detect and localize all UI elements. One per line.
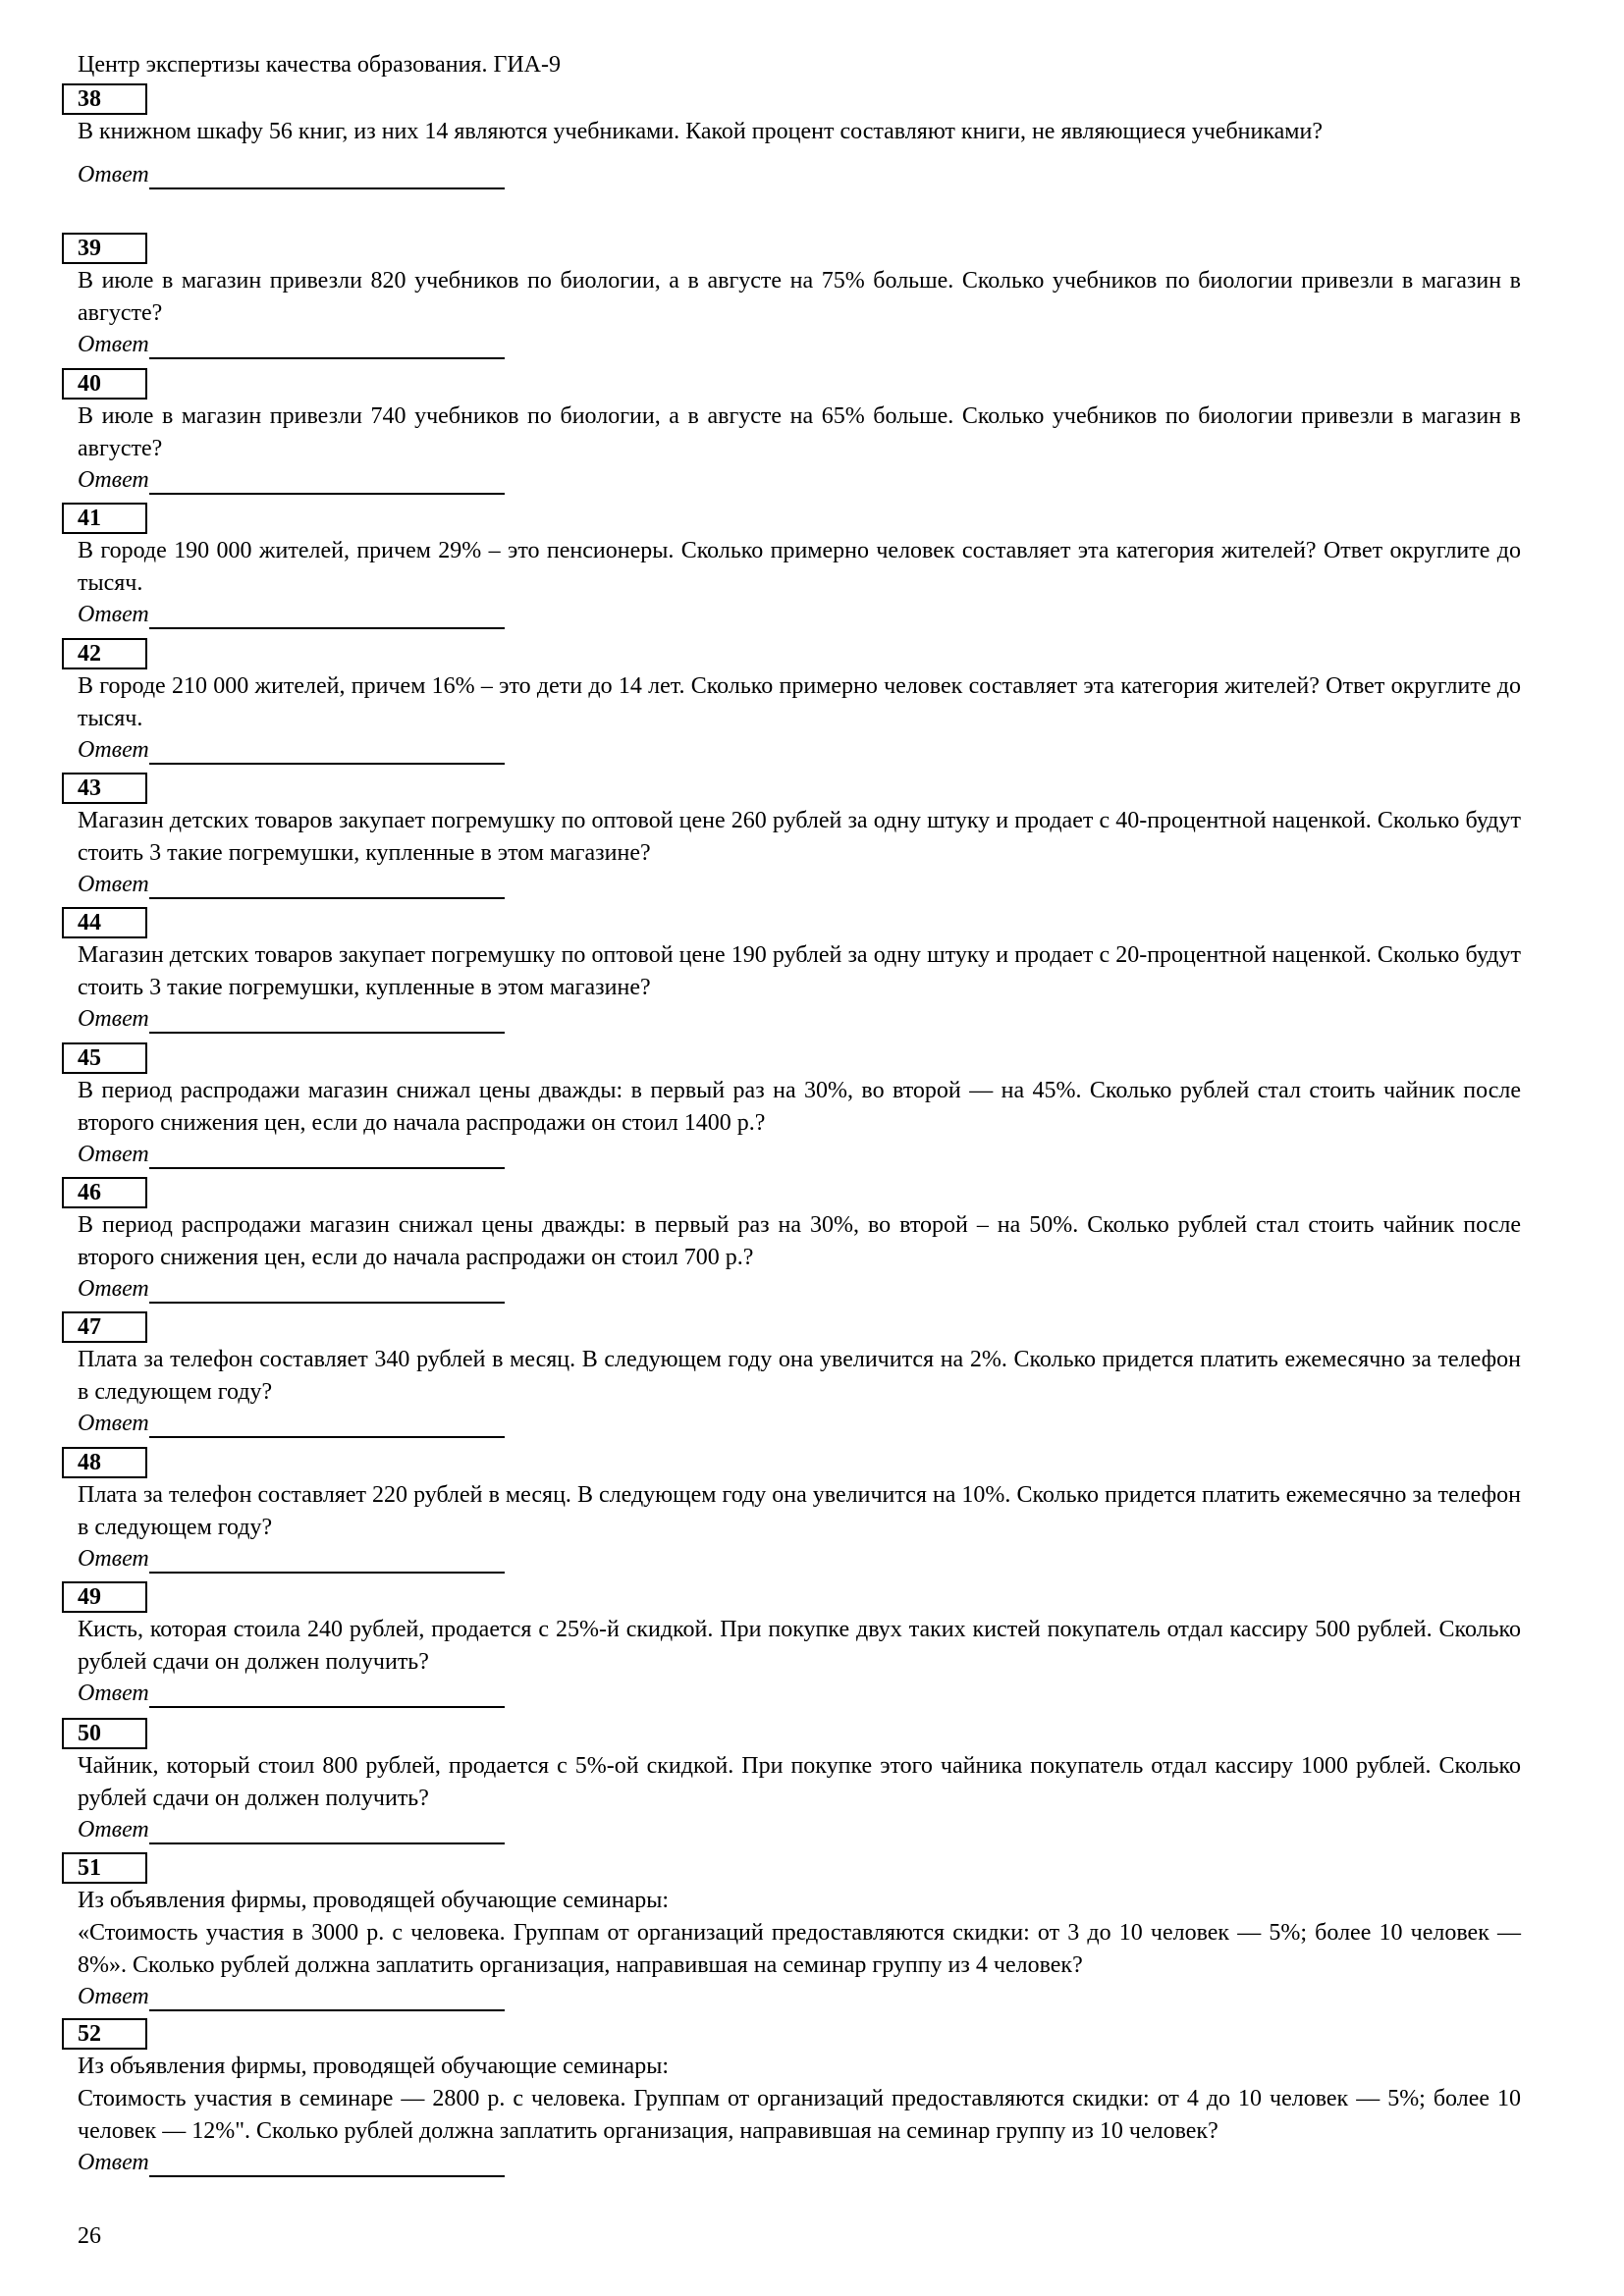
answer-label: Ответ — [78, 1276, 149, 1302]
answer-line[interactable] — [149, 2152, 505, 2177]
answer-label: Ответ — [78, 1984, 149, 2009]
answer-line[interactable] — [149, 164, 505, 189]
task-38 — [62, 83, 1521, 189]
answer-line[interactable] — [149, 1986, 505, 2011]
task-paragraph: Из объявления фирмы, проводящей обучающие семинары: — [78, 2054, 669, 2079]
task-text — [78, 535, 1521, 600]
task-paragraph: Магазин детских товаров закупает погремушку по оптовой цене 190 рублей за одну штуку и продает с 20-процентной наценкой. Сколько будут стоить 3 такие погремушки, купленные в этом магазине? — [78, 942, 1521, 1000]
task-paragraph: Стоимость участия в семинаре — 2800 р. с человека. Группам от организаций предоставляются скидки: от 4 до 10 человек — 5%; более 10 человек — 12%". Сколько рублей должна заплатить организация, направившая на семинар группу из 10 человек? — [78, 2086, 1521, 2144]
answer-line[interactable] — [149, 334, 505, 359]
task-paragraph: В период распродажи магазин снижал цены дважды: в первый раз на 30%, во второй – на 50%. Сколько рублей стал стоить чайник после второго снижения цен, если до начала распродажи он стоил 700 р.? — [78, 1212, 1521, 1270]
task-43 — [62, 773, 1521, 899]
answer-field[interactable] — [78, 1409, 1521, 1438]
task-number: 47 — [62, 1311, 147, 1343]
task-paragraph: В книжном шкафу 56 книг, из них 14 являются учебниками. Какой процент составляют книги, не являющиеся учебниками? — [78, 119, 1323, 144]
task-number: 44 — [62, 907, 147, 938]
answer-line[interactable] — [149, 1819, 505, 1844]
task-text — [78, 400, 1521, 465]
task-number: 39 — [62, 233, 147, 264]
answer-line[interactable] — [149, 1278, 505, 1304]
task-text — [78, 670, 1521, 735]
answer-label: Ответ — [78, 467, 149, 493]
task-text — [78, 805, 1521, 870]
task-paragraph: Магазин детских товаров закупает погремушку по оптовой цене 260 рублей за одну штуку и продает с 40-процентной наценкой. Сколько будут стоить 3 такие погремушки, купленные в этом магазине? — [78, 808, 1521, 866]
task-text — [78, 939, 1521, 1004]
task-number: 52 — [62, 2018, 147, 2050]
task-39 — [62, 233, 1521, 359]
answer-field[interactable] — [78, 600, 1521, 629]
answer-label: Ответ — [78, 1006, 149, 1032]
task-paragraph: Плата за телефон составляет 340 рублей в месяц. В следующем году она увеличится на 2%. Сколько придется платить ежемесячно за телефон в следующем году? — [78, 1347, 1521, 1405]
task-text — [78, 265, 1521, 330]
task-number: 41 — [62, 503, 147, 534]
task-paragraph: «Стоимость участия в 3000 р. с человека. Группам от организаций предоставляются скидки: от 3 до 10 человек — 5%; более 10 человек — 8%». Сколько рублей должна заплатить организация, направившая на семинар группу из 4 человек? — [78, 1920, 1521, 1978]
task-40 — [62, 368, 1521, 495]
task-text — [78, 1344, 1521, 1409]
task-47 — [62, 1311, 1521, 1438]
task-45 — [62, 1042, 1521, 1169]
answer-field[interactable] — [78, 1140, 1521, 1169]
answer-field[interactable] — [78, 1815, 1521, 1844]
answer-field[interactable] — [78, 1544, 1521, 1574]
answer-line[interactable] — [149, 739, 505, 765]
task-50 — [62, 1718, 1521, 1844]
task-paragraph: Чайник, который стоил 800 рублей, продается с 5%-ой скидкой. При покупке этого чайника покупатель отдал кассиру 1000 рублей. Сколько рублей сдачи он должен получить? — [78, 1753, 1521, 1811]
task-paragraph: В городе 190 000 жителей, причем 29% – это пенсионеры. Сколько примерно человек составляет эта категория жителей? Ответ округлите до тысяч. — [78, 538, 1521, 596]
answer-line[interactable] — [149, 604, 505, 629]
answer-field[interactable] — [78, 1982, 1521, 2011]
task-paragraph: В июле в магазин привезли 740 учебников по биологии, а в августе на 65% больше. Сколько учебников по биологии привезли в магазин в августе? — [78, 403, 1521, 461]
task-paragraph: В период распродажи магазин снижал цены дважды: в первый раз на 30%, во второй — на 45%. Сколько рублей стал стоить чайник после второго снижения цен, если до начала распродажи он стоил 1400 р.? — [78, 1078, 1521, 1136]
task-paragraph: Кисть, которая стоила 240 рублей, продается с 25%-й скидкой. При покупке двух таких кистей покупатель отдал кассиру 500 рублей. Сколько рублей сдачи он должен получить? — [78, 1617, 1521, 1675]
answer-line[interactable] — [149, 874, 505, 899]
answer-field[interactable] — [78, 330, 1521, 359]
answer-label: Ответ — [78, 1142, 149, 1167]
task-text — [78, 1885, 1521, 1982]
answer-field[interactable] — [78, 735, 1521, 765]
task-number: 40 — [62, 368, 147, 400]
task-paragraph: В городе 210 000 жителей, причем 16% – это дети до 14 лет. Сколько примерно человек составляет эта категория жителей? Ответ округлите до тысяч. — [78, 673, 1521, 731]
answer-label: Ответ — [78, 332, 149, 357]
task-number: 51 — [62, 1852, 147, 1884]
task-number: 43 — [62, 773, 147, 804]
task-41 — [62, 503, 1521, 629]
answer-field[interactable] — [78, 1004, 1521, 1034]
task-text — [78, 116, 1521, 148]
answer-field[interactable] — [78, 160, 1521, 189]
task-text — [78, 1614, 1521, 1679]
task-text — [78, 1479, 1521, 1544]
answer-line[interactable] — [149, 1548, 505, 1574]
task-number: 45 — [62, 1042, 147, 1074]
task-paragraph: В июле в магазин привезли 820 учебников по биологии, а в августе на 75% больше. Сколько учебников по биологии привезли в магазин в августе? — [78, 268, 1521, 326]
answer-field[interactable] — [78, 1679, 1521, 1708]
task-number: 49 — [62, 1581, 147, 1613]
task-text — [78, 1075, 1521, 1140]
answer-field[interactable] — [78, 1274, 1521, 1304]
task-text — [78, 2051, 1521, 2148]
answer-line[interactable] — [149, 1008, 505, 1034]
answer-field[interactable] — [78, 870, 1521, 899]
task-text — [78, 1750, 1521, 1815]
answer-label: Ответ — [78, 872, 149, 897]
task-number: 46 — [62, 1177, 147, 1208]
task-44 — [62, 907, 1521, 1034]
answer-label: Ответ — [78, 737, 149, 763]
answer-label: Ответ — [78, 1681, 149, 1706]
task-paragraph: Плата за телефон составляет 220 рублей в месяц. В следующем году она увеличится на 10%. Сколько придется платить ежемесячно за телефон в следующем году? — [78, 1482, 1521, 1540]
answer-label: Ответ — [78, 1817, 149, 1842]
task-52 — [62, 2018, 1521, 2177]
task-46 — [62, 1177, 1521, 1304]
task-number: 48 — [62, 1447, 147, 1478]
answer-line[interactable] — [149, 469, 505, 495]
answer-line[interactable] — [149, 1682, 505, 1708]
task-number: 50 — [62, 1718, 147, 1749]
answer-field[interactable] — [78, 2148, 1521, 2177]
answer-line[interactable] — [149, 1144, 505, 1169]
task-paragraph: Из объявления фирмы, проводящей обучающие семинары: — [78, 1888, 669, 1913]
answer-label: Ответ — [78, 602, 149, 627]
task-text — [78, 1209, 1521, 1274]
task-number: 38 — [62, 83, 147, 115]
answer-field[interactable] — [78, 465, 1521, 495]
task-51 — [62, 1852, 1521, 2011]
task-49 — [62, 1581, 1521, 1708]
answer-label: Ответ — [78, 2150, 149, 2175]
answer-label: Ответ — [78, 162, 149, 187]
task-number: 42 — [62, 638, 147, 669]
page-number: 26 — [78, 2223, 101, 2249]
page-header: Центр экспертизы качества образования. ГИА-9 — [78, 52, 561, 78]
answer-label: Ответ — [78, 1411, 149, 1436]
answer-line[interactable] — [149, 1413, 505, 1438]
task-48 — [62, 1447, 1521, 1574]
answer-label: Ответ — [78, 1546, 149, 1572]
task-42 — [62, 638, 1521, 765]
